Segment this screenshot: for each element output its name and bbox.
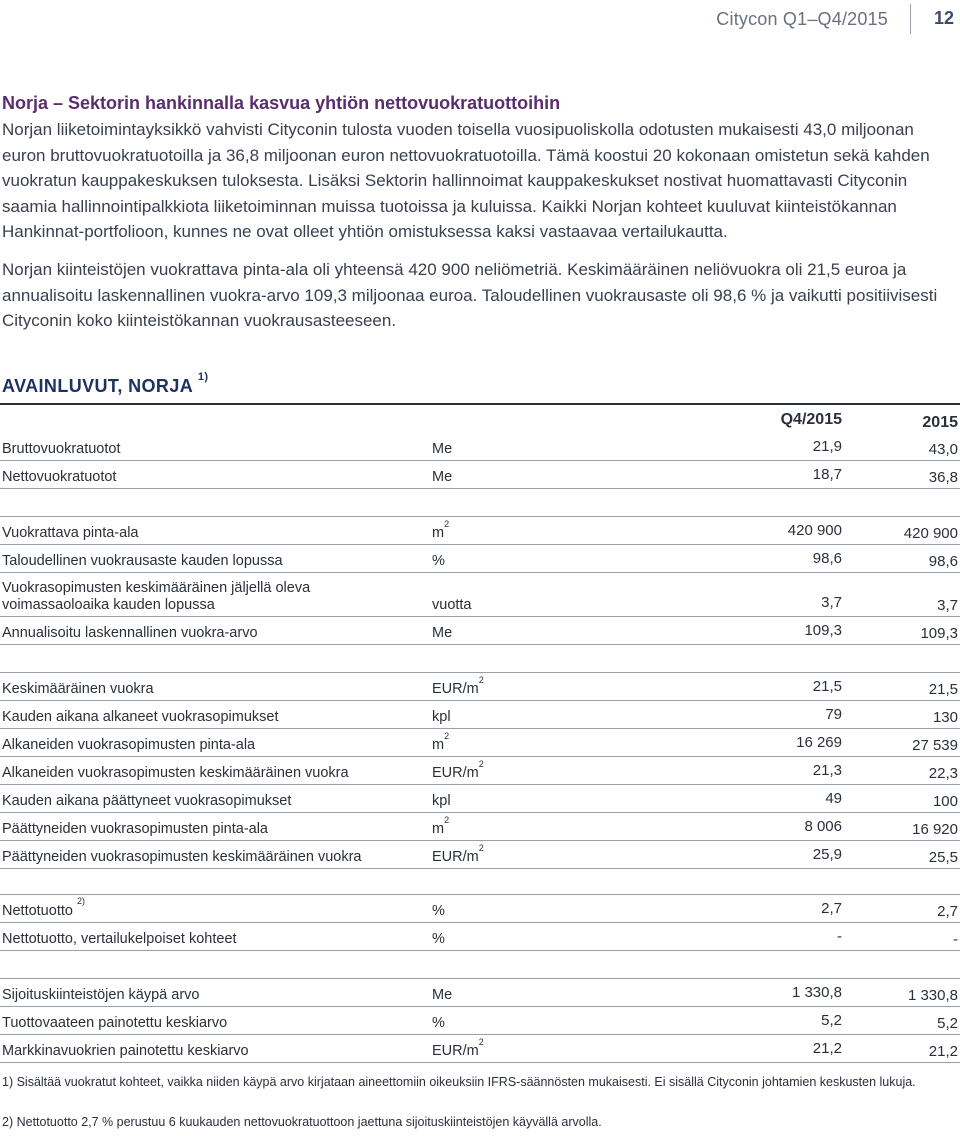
group-rule: [0, 894, 960, 895]
row-unit-text: Me: [432, 625, 453, 641]
table-heading-text: AVAINLUVUT, NORJA: [2, 376, 193, 396]
row-label-text: Taloudellinen vuokrausaste kauden lopussa: [2, 553, 283, 569]
row-label: [2, 987, 199, 1004]
row-value-year: 25,5: [928, 849, 958, 866]
row-label-line: voimassaoloaika kauden lopussa: [2, 597, 215, 613]
row-unit-text: m: [432, 737, 445, 753]
column-header-q4: Q4/2015: [780, 411, 842, 428]
row-value-q4: 21,9: [812, 438, 842, 455]
row-unit-superscript: 2: [444, 731, 450, 742]
table-row: [0, 1037, 960, 1063]
row-label-text: Kauden aikana päättyneet vuokrasopimukset: [2, 793, 292, 809]
row-unit: [432, 844, 484, 866]
row-value-q4: 16 269: [796, 734, 842, 751]
table-row: [0, 925, 960, 951]
row-label-line: Vuokrasopimusten keskimääräinen jäljellä oleva: [2, 580, 311, 596]
row-label-text: Bruttovuokratuotot: [2, 441, 121, 457]
row-value-q4: 5,2: [821, 1012, 842, 1029]
table-row: [0, 547, 960, 573]
table-row: [0, 519, 960, 545]
row-label: [2, 1015, 227, 1032]
row-unit-text: Me: [432, 987, 453, 1003]
row-unit: [432, 625, 452, 642]
row-unit: [432, 441, 452, 458]
row-value-q4: 109,3: [804, 622, 842, 639]
row-value-q4: 21,5: [812, 678, 842, 695]
row-value-q4: 49: [825, 790, 842, 807]
row-unit-superscript: 2: [478, 759, 484, 770]
row-label-text: Tuottovaateen painotettu keskiarvo: [2, 1015, 228, 1031]
table-row: [0, 759, 960, 785]
row-label-text: Päättyneiden vuokrasopimusten keskimääräinen vuokra: [2, 849, 362, 865]
row-value-year: 130: [932, 709, 958, 726]
footnote-1: 1) Sisältää vuokratut kohteet, vaikka niiden käypä arvo kirjataan aineettomiin oikeuksiin IFRS-säännösten mukaisesti. Ei sisällä Cityconin johtamien keskusten lukuja.: [2, 1075, 916, 1089]
table-row: [0, 675, 960, 701]
row-unit-text: EUR/m: [432, 765, 479, 781]
table-row: [0, 575, 960, 617]
row-unit: [432, 553, 445, 570]
table-row: [0, 897, 960, 923]
row-value-q4: 21,3: [812, 762, 842, 779]
row-unit: [432, 931, 445, 948]
footnote-2: 2) Nettotuotto 2,7 % perustuu 6 kuukauden nettovuokratuottoon jaettuna sijoituskiinteistöjen käyvällä arvolla.: [2, 1115, 602, 1129]
header-divider: [910, 4, 911, 34]
row-unit: [432, 520, 449, 542]
row-label: [2, 580, 310, 614]
group-rule: [0, 516, 960, 517]
row-label-text: Markkinavuokrien painotettu keskiarvo: [2, 1043, 249, 1059]
row-label-text: Sijoituskiinteistöjen käypä arvo: [2, 987, 200, 1003]
row-unit: [432, 709, 451, 726]
row-value-q4: 18,7: [812, 466, 842, 483]
row-label: [2, 849, 361, 866]
paragraph-1: Norjan liiketoimintayksikkö vahvisti Cityconin tulosta vuoden toisella vuosipuoliskolla odotusten mukaisesti 43,0 miljoonan euron bruttovuokratuotoilla ja 36,8 miljoonan euron nettovuokratuotoilla. Tämä koostui 20 kokonaan omistetun sekä kahden vuokratun kauppakeskuksen tuloksesta. Lisäksi Sektorin hallinnoimat kauppakeskukset nostivat huomattavasti Cityconin saamia hallinnointipalkkiota liiketoiminnan muissa tuotoissa ja kuluissa. Kaikki Norjan kohteet kuuluvat kiinteistökannan Hankinnat-portfolioon, kunnes ne ovat olleet yhtiön omistuksessa kaksi vastaavaa vertailukautta.: [2, 120, 930, 241]
row-unit-text: %: [432, 553, 445, 569]
table-row: [0, 787, 960, 813]
table-row: [0, 731, 960, 757]
row-label: [2, 553, 283, 570]
row-unit: [432, 760, 484, 782]
row-unit: [432, 987, 452, 1004]
row-value-year: 1 330,8: [907, 987, 958, 1004]
row-unit-text: EUR/m: [432, 849, 479, 865]
row-unit: [432, 597, 472, 614]
row-unit-text: Me: [432, 441, 453, 457]
section-title: Norja – Sektorin hankinnalla kasvua yhtiön nettovuokratuottoihin: [2, 93, 561, 113]
row-value-q4: 1 330,8: [791, 984, 842, 1001]
row-label: [2, 765, 349, 782]
row-label-text: Nettotuotto: [2, 903, 73, 919]
row-label-text: Nettovuokratuotot: [2, 469, 117, 485]
row-label: [2, 931, 237, 948]
row-value-year: 21,5: [928, 681, 958, 698]
row-value-q4: 420 900: [787, 522, 842, 539]
page-header: [0, 0, 960, 40]
table-row: [0, 463, 960, 489]
table-heading: [2, 371, 209, 397]
row-label: [2, 737, 255, 754]
row-label-text: Vuokrattava pinta-ala: [2, 525, 139, 541]
row-value-year: 2,7: [937, 903, 958, 920]
row-value-year: 98,6: [928, 553, 958, 570]
row-label-text: Päättyneiden vuokrasopimusten pinta-ala: [2, 821, 268, 837]
report-title: Citycon Q1–Q4/2015: [716, 9, 888, 29]
row-unit-text: Me: [432, 469, 453, 485]
row-label: [2, 709, 278, 726]
row-value-year: -: [953, 931, 958, 948]
row-unit-superscript: 2: [444, 815, 450, 826]
column-header-year: 2015: [922, 414, 958, 431]
row-label-text: Alkaneiden vuokrasopimusten keskimääräinen vuokra: [2, 765, 349, 781]
row-unit: [432, 793, 451, 810]
row-value-year: 16 920: [912, 821, 958, 838]
row-label: [2, 525, 139, 542]
row-value-q4: 21,2: [812, 1040, 842, 1057]
row-unit: [432, 903, 445, 920]
row-unit: [432, 816, 449, 838]
row-value-year: 36,8: [928, 469, 958, 486]
row-value-year: 3,7: [937, 597, 958, 614]
row-value-year: 27 539: [912, 737, 958, 754]
row-value-year: 420 900: [903, 525, 958, 542]
table-row: [0, 703, 960, 729]
row-unit-text: EUR/m: [432, 681, 479, 697]
row-label: [2, 441, 121, 458]
heading-rule: [0, 403, 960, 405]
row-label-text: Nettotuotto, vertailukelpoiset kohteet: [2, 931, 237, 947]
row-label: [2, 469, 116, 486]
row-unit-text: kpl: [432, 793, 451, 809]
row-value-year: 43,0: [928, 441, 958, 458]
row-label-text: Annualisoitu laskennallinen vuokra-arvo: [2, 625, 258, 641]
row-unit-text: m: [432, 525, 445, 541]
row-label: [2, 793, 291, 810]
row-value-year: 21,2: [928, 1043, 958, 1060]
row-unit: [432, 1038, 484, 1060]
row-unit-text: kpl: [432, 709, 451, 725]
row-label: [2, 625, 258, 642]
table-row: [0, 619, 960, 645]
row-value-year: 109,3: [920, 625, 958, 642]
row-unit-text: m: [432, 821, 445, 837]
row-unit: [432, 676, 484, 698]
row-value-year: 5,2: [937, 1015, 958, 1032]
table-row: [0, 1009, 960, 1035]
row-label-text: Keskimääräinen vuokra: [2, 681, 154, 697]
row-unit-superscript: 2: [478, 843, 484, 854]
row-unit: [432, 469, 452, 486]
row-value-year: 22,3: [928, 765, 958, 782]
row-value-q4: 79: [825, 706, 842, 723]
row-unit-text: %: [432, 931, 445, 947]
table-row: [0, 435, 960, 461]
row-label: [2, 1043, 249, 1060]
row-value-q4: 25,9: [812, 846, 842, 863]
table-heading-note: 1): [197, 371, 209, 383]
row-unit-superscript: 2: [444, 519, 450, 530]
row-label-note: 2): [76, 896, 85, 907]
row-unit-text: vuotta: [432, 597, 472, 613]
group-rule: [0, 978, 960, 979]
row-unit-text: %: [432, 1015, 445, 1031]
row-value-q4: -: [837, 928, 842, 945]
row-label: [2, 821, 268, 838]
row-value-q4: 98,6: [812, 550, 842, 567]
row-unit-superscript: 2: [478, 675, 484, 686]
page-number: 12: [933, 8, 954, 28]
row-value-q4: 3,7: [821, 594, 842, 611]
row-unit-text: %: [432, 903, 445, 919]
row-unit: [432, 732, 449, 754]
row-label: [2, 898, 85, 920]
row-label: [2, 681, 154, 698]
row-value-q4: 2,7: [821, 900, 842, 917]
table-row: [0, 843, 960, 869]
group-rule: [0, 672, 960, 673]
row-label-text: Kauden aikana alkaneet vuokrasopimukset: [2, 709, 279, 725]
row-value-q4: 8 006: [804, 818, 842, 835]
row-unit-superscript: 2: [478, 1037, 484, 1048]
row-value-year: 100: [932, 793, 958, 810]
table-row: [0, 815, 960, 841]
row-label-text: Alkaneiden vuokrasopimusten pinta-ala: [2, 737, 256, 753]
row-unit-text: EUR/m: [432, 1043, 479, 1059]
paragraph-2: Norjan kiinteistöjen vuokrattava pinta-ala oli yhteensä 420 900 neliömetriä. Keskimääräinen neliövuokra oli 21,5 euroa ja annualisoitu laskennallinen vuokra-arvo 109,3 miljoonaa euroa. Taloudellinen vuokrausaste oli 98,6 % ja vaikutti positiivisesti Cityconin koko kiinteistökannan vuokrausasteeseen.: [2, 260, 938, 330]
row-unit: [432, 1015, 445, 1032]
table-row: [0, 981, 960, 1007]
